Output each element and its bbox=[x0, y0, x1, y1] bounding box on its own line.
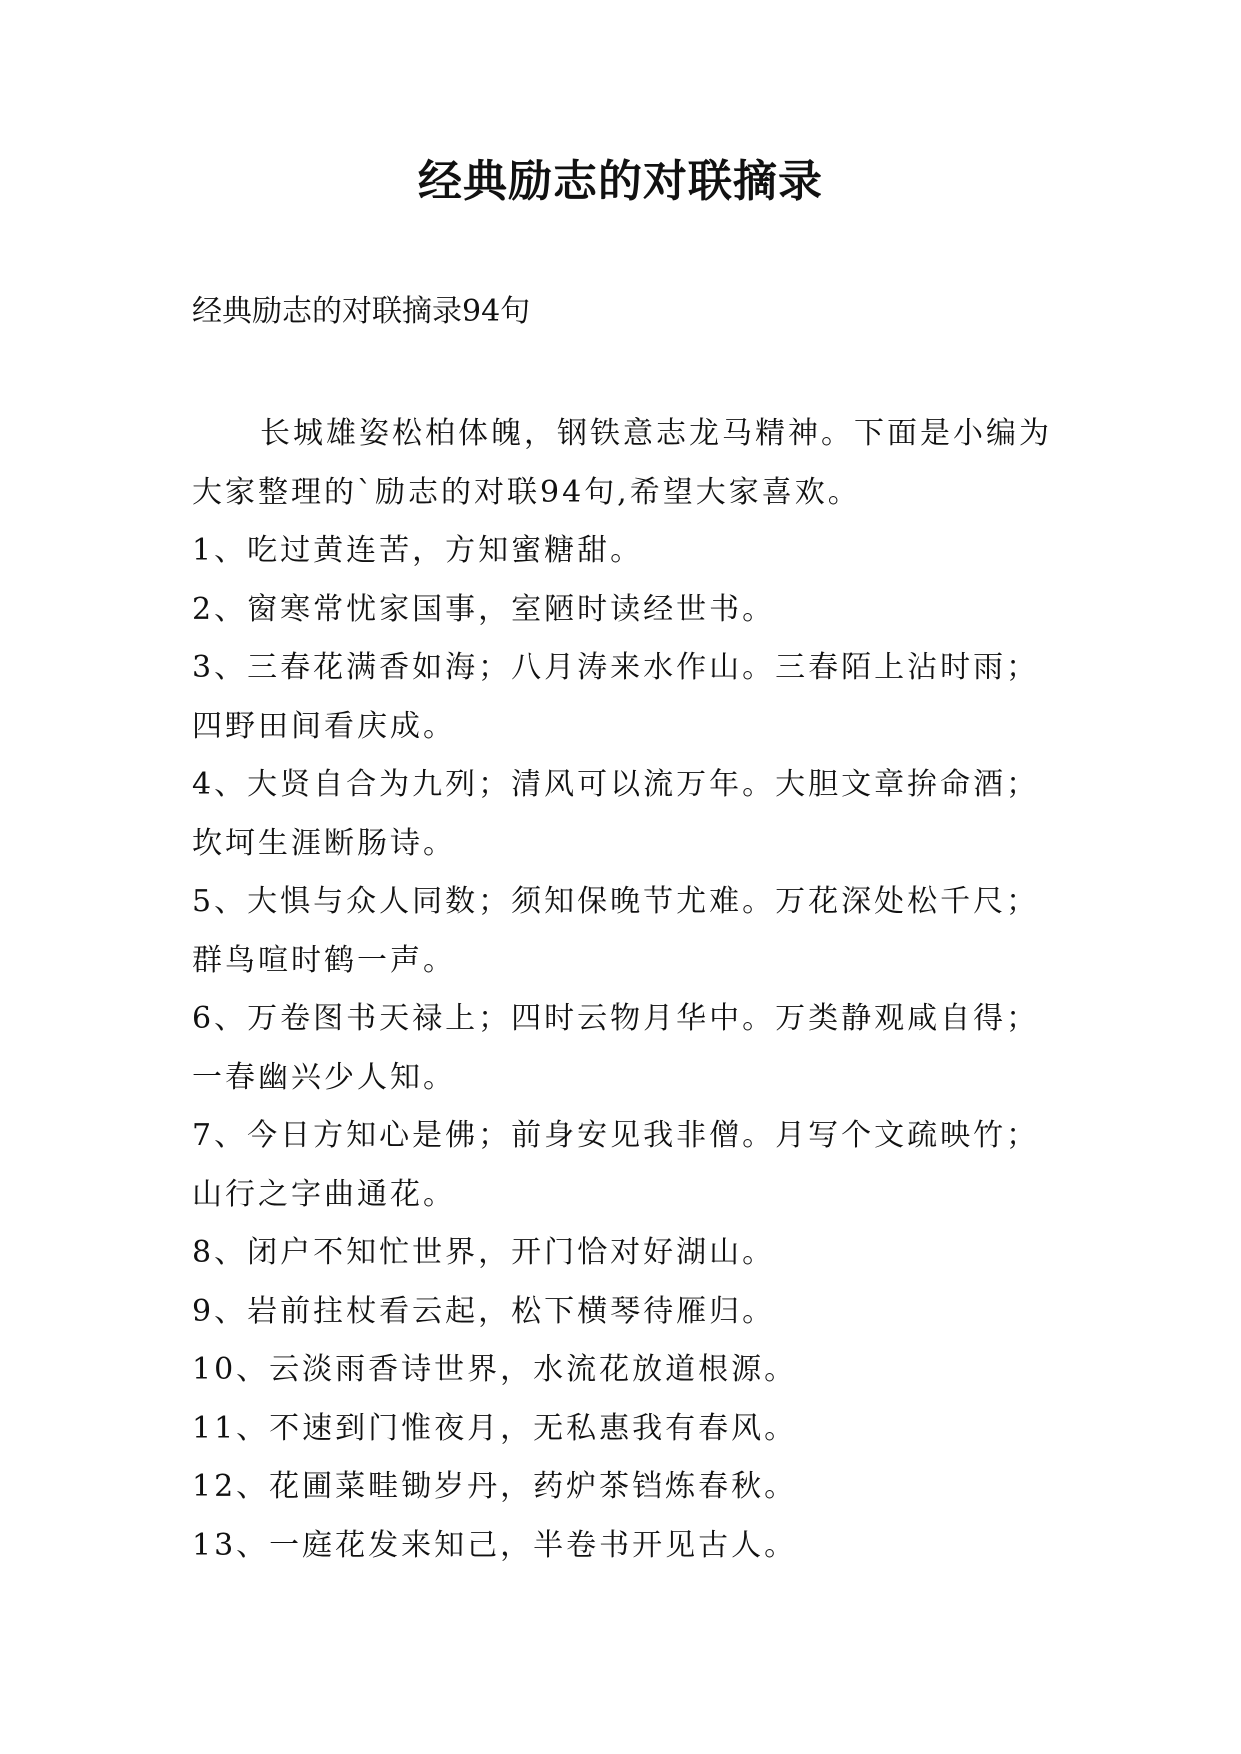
document-title: 经典励志的对联摘录 bbox=[418, 156, 823, 207]
couplet-item: 1、吃过黄连苦，方知蜜糖甜。 bbox=[192, 533, 644, 568]
couplet-item: 2、窗寒常忧家国事，室陋时读经世书。 bbox=[192, 591, 776, 627]
document-body bbox=[192, 405, 1060, 1575]
couplet-item: 4、大贤自合为九列；清风可以流万年。大胆文章拚命酒；坎坷生涯断肠诗。 bbox=[192, 767, 1040, 861]
couplet-item: 5、大惧与众人同数；须知保晚节尤难。万花深处松千尺；群鸟喧时鹤一声。 bbox=[192, 884, 1040, 978]
couplet-item: 6、万卷图书天禄上；四时云物月华中。万类静观咸自得；一春幽兴少人知。 bbox=[192, 1001, 1040, 1095]
couplet-item: 10、云淡雨香诗世界，水流花放道根源。 bbox=[192, 1352, 798, 1387]
document-subtitle: 经典励志的对联摘录94句 bbox=[192, 294, 531, 329]
intro-paragraph: 长城雄姿松柏体魄，钢铁意志龙马精神。下面是小编为大家整理的`励志的对联94句,希望大家喜欢。 bbox=[192, 416, 1052, 510]
couplet-item: 7、今日方知心是佛；前身安见我非僧。月写个文疏映竹；山行之字曲通花。 bbox=[192, 1118, 1040, 1212]
couplet-item: 11、不速到门惟夜月，无私惠我有春风。 bbox=[192, 1410, 798, 1446]
couplet-item: 9、岩前拄杖看云起，松下横琴待雁归。 bbox=[192, 1293, 776, 1329]
couplet-item: 3、三春花满香如海；八月涛来水作山。三春陌上沾时雨；四野田间看庆成。 bbox=[192, 650, 1040, 744]
couplet-item: 13、一庭花发来知己，半卷书开见古人。 bbox=[192, 1527, 798, 1563]
couplet-item: 8、闭户不知忙世界，开门恰对好湖山。 bbox=[192, 1235, 776, 1270]
couplet-item: 12、花圃菜畦锄岁丹，药炉茶铛炼春秋。 bbox=[192, 1469, 798, 1504]
couplet-list bbox=[192, 522, 1060, 1575]
